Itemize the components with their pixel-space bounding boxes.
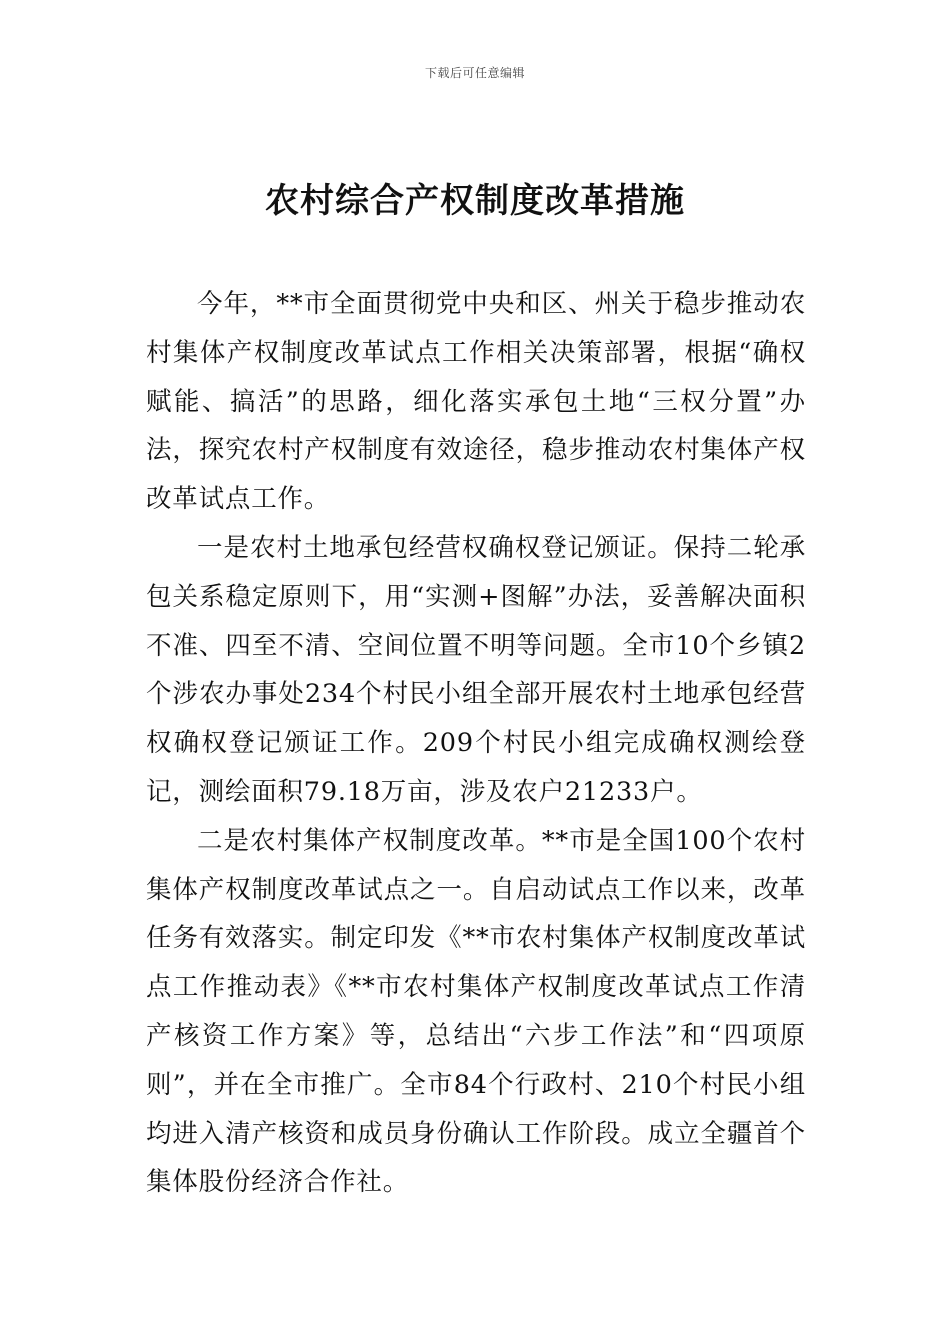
header-note: 下载后可任意编辑 — [424, 66, 525, 80]
paragraph-collective-property-reform: 二是农村集体产权制度改革。**市是全国100个农村集体产权制度改革试点之一。自启动试点工作以来，改革任务有效落实。制定印发《**市农村集体产权制度改革试点工作推动表》《**市农村集体产权制度改革试点工作清产核资工作方案》等，总结出“六步工作法”和“四项原则”，并在全市推广。全市84个行政村、210个村民小组均进入清产核资和成员身份确认工作阶段。成立全疆首个集体股份经济合作社。 — [146, 825, 806, 1198]
paragraph-intro: 今年，**市全面贯彻党中央和区、州关于稳步推动农村集体产权制度改革试点工作相关决策部署，根据“确权赋能、搞活”的思路，细化落实承包土地“三权分置”办法，探究农村产权制度有效途径，稳步推动农村集体产权改革试点工作。 — [146, 289, 806, 515]
paragraph-land-contract-rights: 一是农村土地承包经营权确权登记颁证。保持二轮承包关系稳定原则下，用“实测+图解”办法，妥善解决面积不准、四至不清、空间位置不明等问题。全市10个乡镇2个涉农办事处234个村民小组全部开展农村土地承包经营权确权登记颁证工作。209个村民小组完成确权测绘登记，测绘面积79.18万亩，涉及农户21233户。 — [146, 532, 806, 807]
document-title: 农村综合产权制度改革措施 — [265, 181, 685, 221]
document-body — [146, 280, 806, 1207]
